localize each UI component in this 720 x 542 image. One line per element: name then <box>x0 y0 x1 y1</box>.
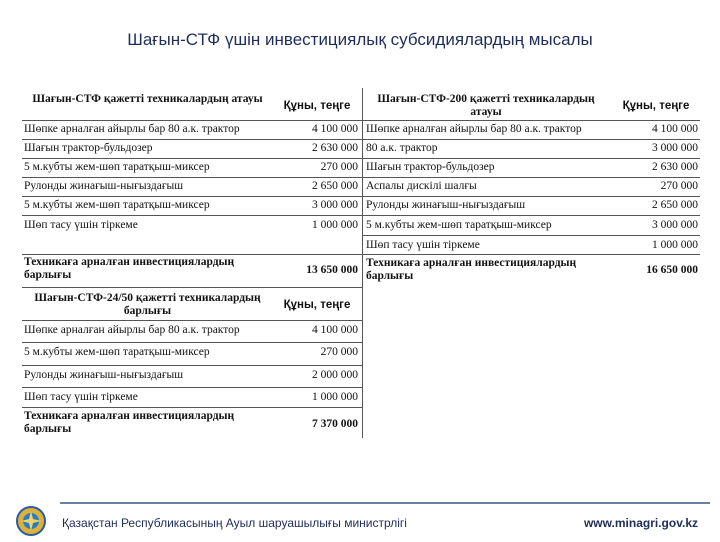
bottom-header-name: Шағын-СТФ-24/50 қажетті техникалардың барлығы <box>34 292 261 317</box>
right-row-name: 80 а.к. трактор <box>366 142 438 154</box>
right-row-price: 2 630 000 <box>652 161 698 173</box>
left-row-price: 2 630 000 <box>312 142 358 154</box>
bottom-header-price: Құны, теңге <box>283 299 351 311</box>
right-row-name: Аспалы дискілі шалғы <box>366 180 477 192</box>
right-row-name: Шөпке арналған айырлы бар 80 а.к. трактор <box>366 123 582 135</box>
bottom-row-name: 5 м.кубты жем-шөп таратқыш-миксер <box>24 346 210 358</box>
right-row-price: 3 000 000 <box>652 142 698 154</box>
right-row-name: 5 м.кубты жем-шөп таратқыш-миксер <box>366 219 552 231</box>
left-row-name: 5 м.кубты жем-шөп таратқыш-миксер <box>24 161 210 173</box>
left-row-name: Шөпке арналған айырлы бар 80 а.к. трактор <box>24 123 240 135</box>
left-row-name: Рулонды жинағыш-нығыздағыш <box>24 180 184 192</box>
left-row-name: Шөп тасу үшін тіркеме <box>24 219 138 231</box>
right-row-price: 270 000 <box>660 180 698 192</box>
left-row-price: 4 100 000 <box>312 123 358 135</box>
left-row-name: 5 м.кубты жем-шөп таратқыш-миксер <box>24 199 210 211</box>
right-row-name: Шағын трактор-бульдозер <box>366 161 495 173</box>
left-header-price: Құны, теңге <box>283 100 351 112</box>
right-total-value: 16 650 000 <box>646 264 698 276</box>
bottom-row-name: Шөпке арналған айырлы бар 80 а.к. трактор <box>24 324 240 336</box>
right-header-price: Құны, теңге <box>622 100 690 112</box>
right-header-name: Шағын-СТФ-200 қажетті техникалардың атауы <box>377 93 595 118</box>
kazakhstan-emblem-icon <box>14 505 48 537</box>
right-row-price: 4 100 000 <box>652 123 698 135</box>
left-row-price: 2 650 000 <box>312 180 358 192</box>
left-row-name: Шағын трактор-бульдозер <box>24 142 153 154</box>
footer-divider <box>60 502 710 504</box>
bottom-row-price: 2 000 000 <box>312 369 358 381</box>
right-row-price: 2 650 000 <box>652 199 698 211</box>
bottom-row-name: Шөп тасу үшін тіркеме <box>24 391 138 403</box>
left-total-label: Техникаға арналған инвестициялардың барлығы <box>24 256 235 281</box>
footer-website-link[interactable]: www.minagri.gov.kz <box>583 516 698 530</box>
bottom-row-price: 1 000 000 <box>312 391 358 403</box>
right-total-label: Техникаға арналған инвестициялардың барлығы <box>366 257 577 282</box>
left-row-price: 270 000 <box>320 161 358 173</box>
left-row-price: 1 000 000 <box>312 219 358 231</box>
left-total-value: 13 650 000 <box>306 264 358 276</box>
page-title: Шағын-СТФ үшін инвестициялық субсидиялардың мысалы <box>127 30 593 49</box>
bottom-total-value: 7 370 000 <box>312 418 358 430</box>
bottom-row-name: Рулонды жинағыш-нығыздағыш <box>24 369 184 381</box>
right-row-name: Шөп тасу үшін тіркеме <box>366 239 480 251</box>
left-header-name: Шағын-СТФ қажетті техникалардың атауы <box>32 93 263 105</box>
bottom-total-label: Техникаға арналған инвестициялардың барлығы <box>24 410 235 435</box>
right-row-name: Рулонды жинағыш-нығыздағыш <box>366 199 526 211</box>
bottom-row-price: 4 100 000 <box>312 324 358 336</box>
right-row-price: 1 000 000 <box>652 239 698 251</box>
footer-ministry: Қазақстан Республикасының Ауыл шаруашылығы министрлігі <box>62 516 407 530</box>
bottom-row-price: 270 000 <box>320 346 358 358</box>
right-row-price: 3 000 000 <box>652 219 698 231</box>
left-row-price: 3 000 000 <box>312 199 358 211</box>
